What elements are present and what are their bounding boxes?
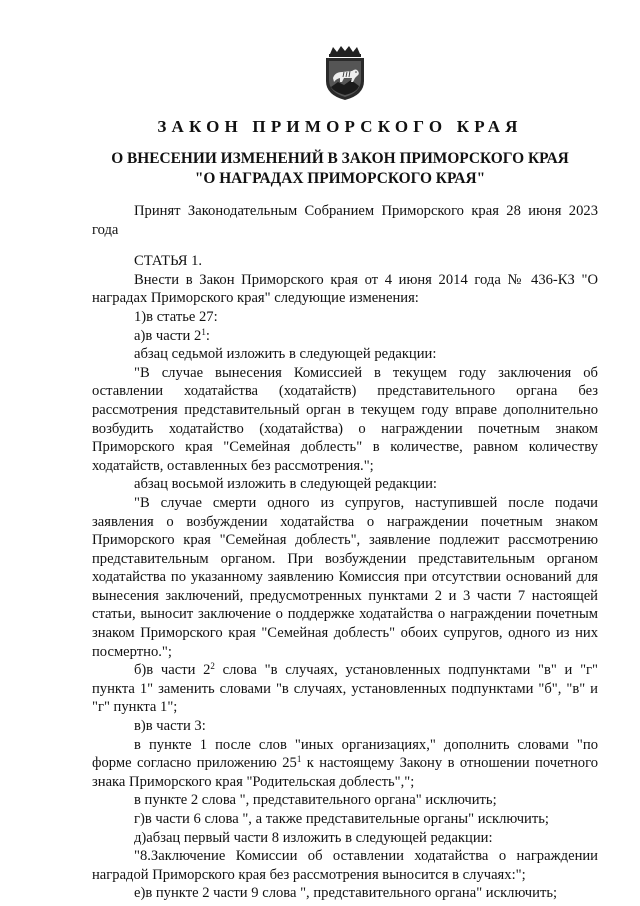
subitem-g: г)в части 6 слова ", а также представительные органы" исключить; <box>134 811 549 827</box>
paragraph-instruction-8: абзац восьмой изложить в следующей редакции: <box>134 476 437 493</box>
quoted-paragraph-part-8: "8.Заключение Комиссии об оставлении ходатайства о награждении наградой Приморского края без рассмотрения выносится в случаях:"; <box>92 848 598 883</box>
adoption-statement: Принят Законодательным Собранием Приморского края 28 июня 2023 года <box>92 203 598 238</box>
quoted-paragraph-7: "В случае вынесения Комиссией в текущем году заключения об оставлении ходатайства (ходатайств) представительного органа без рассмотрения представительный орган в текущем году вправе дополнительно возбудить ходатайство (ходатайства) о награждении почетным знаком Приморского края "Семейная доблесть" в количестве, равном количеству ходатайств, оставленных без рассмотрения."; <box>92 364 598 474</box>
law-subtitle-line-1: О ВНЕСЕНИИ ИЗМЕНЕНИЙ В ЗАКОН ПРИМОРСКОГО КРАЯ <box>111 150 569 167</box>
item-1: 1)в статье 27: <box>134 308 218 325</box>
subitem-b: б)в части $2^2$ слова "в случаях, установленных подпунктами "в" и "г" пункта 1" заменить словами "в случаях, установленных подпунктами "б", "в" и "г" пункта 1"; <box>92 661 598 716</box>
subitem-e: е)в пункте 2 части 9 слова ", представительного органа" исключить; <box>134 885 558 902</box>
subitem-a: а)в части $2^1$: <box>134 326 210 344</box>
law-title: ЗАКОН ПРИМОРСКОГО КРАЯ <box>157 117 523 136</box>
paragraph-instruction-7: абзац седьмой изложить в следующей редакции: <box>134 346 437 363</box>
subitem-v-point-2: в пункте 2 слова ", представительного органа" исключить; <box>134 792 497 809</box>
law-subtitle-line-2: "О НАГРАДАХ ПРИМОРСКОГО КРАЯ" <box>194 170 486 187</box>
quoted-paragraph-8: "В случае смерти одного из супругов, наступившей после подачи заявления о возбуждении ходатайства о награждении почетным знаком Приморского края "Семейная доблесть", заявление подлежит рассмотрению представительным органом. При возбуждении представительным органом ходатайства по указанному заявлению Комиссия при отсутствии оснований для вынесения заключений, предусмотренных пунктами 2 и 3 части 7 настоящей статьи, выносит заключение о поддержке ходатайства о награждении почетным знаком Приморского края "Семейная доблесть" обоих супругов, одного из них посмертно."; <box>92 494 598 660</box>
subitem-v: в)в части 3: <box>134 718 206 735</box>
article-heading: СТАТЬЯ 1. <box>134 253 203 270</box>
law-body <box>92 202 598 903</box>
paragraph-intro: Внести в Закон Приморского края от 4 июня 2014 года № 436-КЗ "О наградах Приморского края" следующие изменения: <box>92 271 598 307</box>
coat-of-arms-emblem <box>322 45 368 101</box>
subitem-d: д)абзац первый части 8 изложить в следующей редакции: <box>134 829 493 846</box>
subitem-v-point-1: в пункте 1 после слов "иных организациях," дополнить словами "по форме согласно приложению $25^1$ к настоящему Закону в отношении почетного знака Приморского края "Родительская доблесть","; <box>92 736 599 790</box>
